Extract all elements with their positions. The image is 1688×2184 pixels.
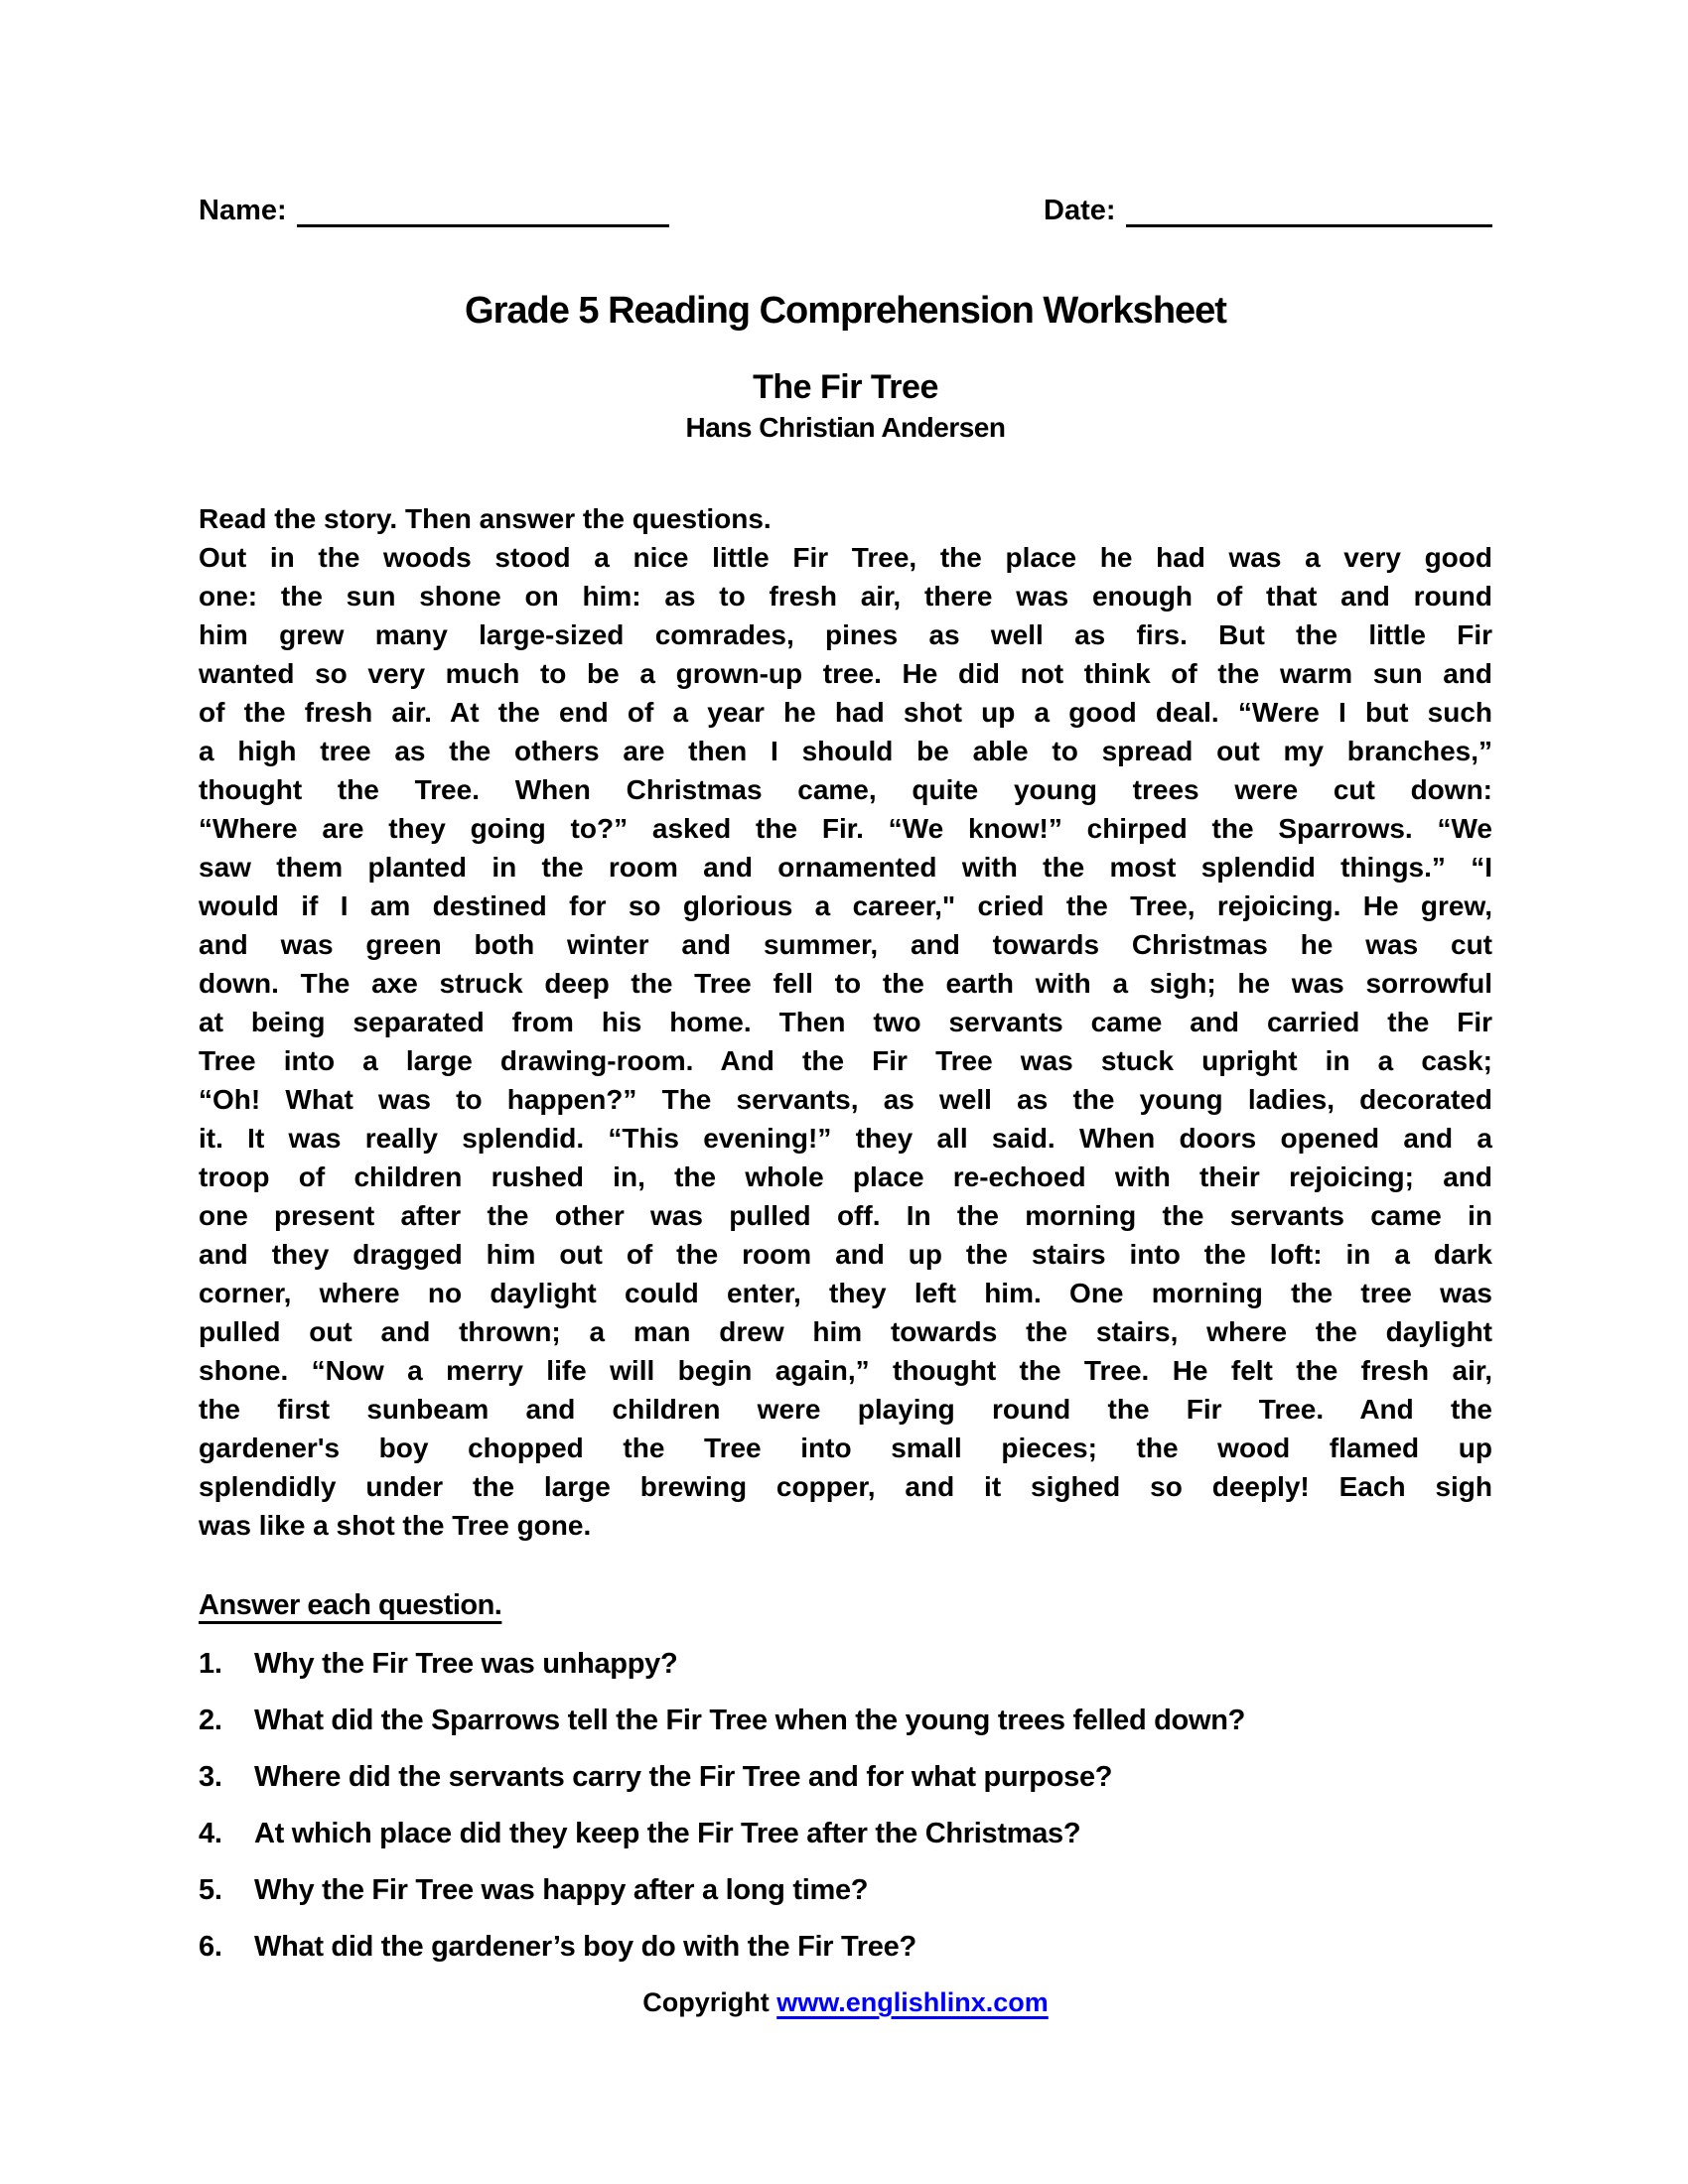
- name-label: Name:: [199, 195, 287, 226]
- story-line: down. The axe struck deep the Tree fell to the earth with a sigh; he was sorrowful: [199, 968, 1492, 999]
- date-blank-line: [1126, 199, 1492, 227]
- question-text: What did the Sparrows tell the Fir Tree when the young trees felled down?: [254, 1705, 1246, 1736]
- date-label: Date:: [1044, 195, 1116, 226]
- story-line: the first sunbeam and children were playing round the Fir Tree. And the: [199, 1394, 1492, 1425]
- story-title: The Fir Tree: [753, 368, 938, 406]
- story-line: one present after the other was pulled off. In the morning the servants came in: [199, 1200, 1492, 1231]
- worksheet-title: Grade 5 Reading Comprehension Worksheet: [465, 290, 1226, 332]
- question-number: 3.: [199, 1761, 222, 1793]
- story-line: splendidly under the large brewing copper, and it sighed so deeply! Each sigh: [199, 1471, 1492, 1502]
- story-line: gardener's boy chopped the Tree into small pieces; the wood flamed up: [199, 1433, 1492, 1463]
- story-line: pulled out and thrown; a man drew him towards the stairs, where the daylight: [199, 1316, 1492, 1347]
- story-line: “Where are they going to?” asked the Fir. “We know!” chirped the Sparrows. “We: [199, 813, 1492, 844]
- question-number: 2.: [199, 1705, 222, 1736]
- story-text: [199, 538, 1492, 1545]
- question-item: [199, 1874, 1492, 1907]
- question-item: [199, 1818, 1492, 1850]
- date-field: [1044, 195, 1492, 227]
- story-line: Tree into a large drawing-room. And the Fir Tree was stuck upright in a cask;: [199, 1045, 1492, 1076]
- name-date-row: [199, 195, 1492, 227]
- story-line: and they dragged him out of the room and up the stairs into the loft: in a dark: [199, 1239, 1492, 1270]
- question-text: At which place did they keep the Fir Tree after the Christmas?: [254, 1818, 1081, 1849]
- question-number: 1.: [199, 1648, 222, 1680]
- story-line: “Oh! What was to happen?” The servants, as well as the young ladies, decorated: [199, 1084, 1492, 1115]
- question-number: 6.: [199, 1931, 222, 1963]
- question-text: Why the Fir Tree was unhappy?: [254, 1648, 678, 1680]
- story-line: troop of children rushed in, the whole place re-echoed with their rejoicing; and: [199, 1161, 1492, 1192]
- question-text: Why the Fir Tree was happy after a long time?: [254, 1874, 869, 1906]
- story-line: at being separated from his home. Then two servants came and carried the Fir: [199, 1007, 1492, 1037]
- story-line: Out in the woods stood a nice little Fir Tree, the place he had was a very good: [199, 542, 1492, 573]
- question-item: [199, 1761, 1492, 1794]
- question-text: Where did the servants carry the Fir Tree and for what purpose?: [254, 1761, 1113, 1793]
- questions-list: [199, 1648, 1492, 1964]
- question-number: 5.: [199, 1874, 222, 1906]
- story-author: Hans Christian Andersen: [685, 412, 1006, 443]
- question-item: [199, 1705, 1492, 1737]
- story-line: one: the sun shone on him: as to fresh air, there was enough of that and round: [199, 581, 1492, 612]
- story-line: was like a shot the Tree gone.: [199, 1510, 592, 1541]
- story-line: thought the Tree. When Christmas came, quite young trees were cut down:: [199, 774, 1492, 805]
- name-blank-line: [297, 199, 669, 227]
- story-line: and was green both winter and summer, and towards Christmas he was cut: [199, 929, 1492, 960]
- name-field: [199, 195, 669, 227]
- question-item: [199, 1931, 1492, 1964]
- story-line: a high tree as the others are then I should be able to spread out my branches,”: [199, 736, 1492, 766]
- story-line: him grew many large-sized comrades, pines as well as firs. But the little Fir: [199, 619, 1492, 650]
- question-text: What did the gardener’s boy do with the Fir Tree?: [254, 1931, 916, 1963]
- questions-heading: Answer each question.: [199, 1589, 502, 1621]
- story-line: it. It was really splendid. “This evening!” they all said. When doors opened and a: [199, 1123, 1492, 1154]
- question-item: [199, 1648, 1492, 1681]
- copyright-link[interactable]: www.englishlinx.com: [776, 1987, 1049, 2017]
- story-line: would if I am destined for so glorious a career," cried the Tree, rejoicing. He grew,: [199, 890, 1492, 921]
- story-line: shone. “Now a merry life will begin again,” thought the Tree. He felt the fresh air,: [199, 1355, 1492, 1386]
- story-instructions: Read the story. Then answer the questions.: [199, 503, 772, 534]
- story-line: corner, where no daylight could enter, they left him. One morning the tree was: [199, 1278, 1492, 1308]
- story-line: saw them planted in the room and ornamented with the most splendid things.” “I: [199, 852, 1492, 883]
- story-line: of the fresh air. At the end of a year he had shot up a good deal. “Were I but such: [199, 697, 1492, 728]
- copyright-label: Copyright: [642, 1987, 770, 2017]
- story-line: wanted so very much to be a grown-up tree. He did not think of the warm sun and: [199, 658, 1492, 689]
- question-number: 4.: [199, 1818, 222, 1849]
- copyright-footer: [199, 1987, 1492, 2018]
